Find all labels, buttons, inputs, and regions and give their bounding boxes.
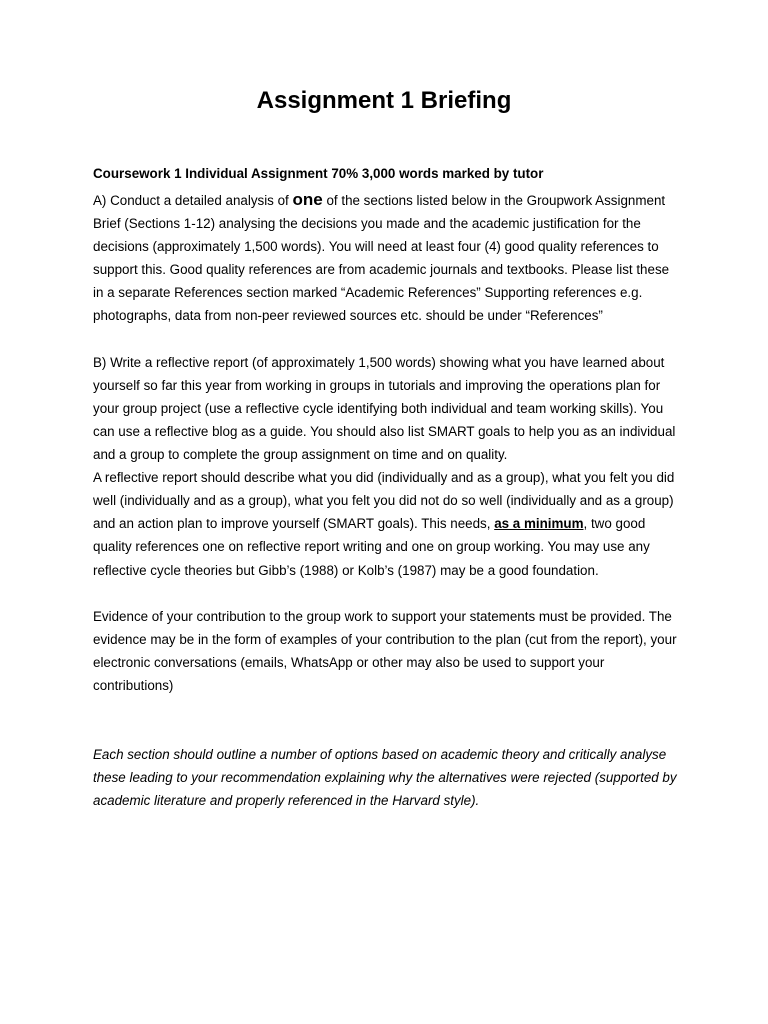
closing-note-paragraph: Each section should outline a number of options based on academic theory and critically analyse these leading to your recommendation explaining why the alternatives were rejected (supported by academic literature and properly referenced in the Harvard style). bbox=[93, 747, 677, 809]
coursework-subheading: Coursework 1 Individual Assignment 70% 3,000 words marked by tutor bbox=[93, 166, 544, 181]
reflective-report-paragraph bbox=[93, 466, 683, 581]
page-title: Assignment 1 Briefing bbox=[256, 87, 512, 114]
evidence-paragraph: Evidence of your contribution to the group work to support your statements must be provided. The evidence may be in the form of examples of your contribution to the plan (cut from the report), your electronic conversations (emails, WhatsApp or other may also be used to support your contributions) bbox=[93, 608, 677, 693]
part-b-paragraph: B) Write a reflective report (of approximately 1,500 words) showing what you have learned about yourself so far this year from working in groups in tutorials and improving the operations plan for your group project (use a reflective cycle identifying both individual and team working skills). You can use a reflective blog as a guide. You should also list SMART goals to help you as an individual and a group to complete the group assignment on time and on quality. bbox=[93, 354, 676, 463]
paragraph-spacer bbox=[93, 582, 683, 605]
part-a-text-start: A) Conduct a detailed analysis of bbox=[93, 193, 293, 208]
part-a-emphasis: one bbox=[292, 190, 323, 209]
reflective-text-start: A reflective report should describe what you did (individually and as a group), what you felt you did well (individually and as a group), what you felt you did not do so well (individually and as a group) and an action plan to improve yourself (SMART goals). This needs, bbox=[93, 470, 675, 532]
reflective-emphasis: as a minimum bbox=[494, 516, 584, 532]
part-a-text-end: of the sections listed below in the Groupwork Assignment Brief (Sections 1-12) analysing the decisions you made and the academic justification for the decisions (approximately 1,500 words). You will need at least four (4) good quality references to support this. Good quality references are from academic journals and textbooks. Please list these in a separate References section marked “Academic References” Supporting references e.g. photographs, data from non-peer reviewed sources etc. should be under “References” bbox=[93, 193, 670, 324]
document-body bbox=[93, 163, 683, 812]
paragraph-spacer bbox=[93, 697, 683, 743]
part-a-paragraph bbox=[93, 189, 683, 328]
paragraph-spacer bbox=[93, 328, 683, 351]
reflective-text-end: , two good quality references one on reflective report writing and one on group working. You may use any reflective cycle theories but Gibb’s (1988) or Kolb’s (1987) may be a good foundation. bbox=[93, 516, 650, 578]
